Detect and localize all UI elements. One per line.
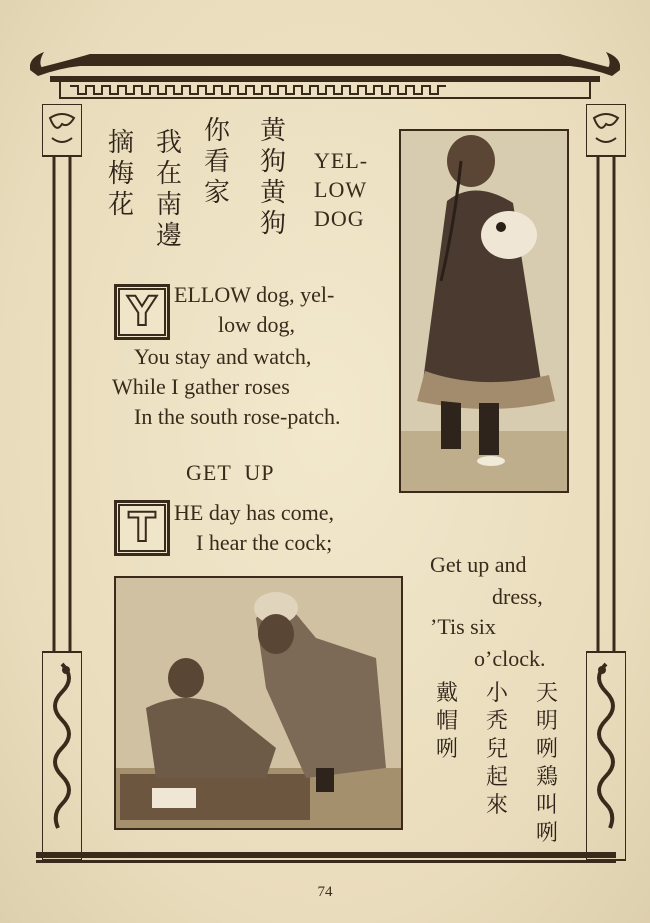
photo-boy-with-dog-image	[401, 131, 567, 491]
yellow-dog-verse-line-2: low dog,	[218, 312, 295, 337]
chinese-column-1: 黄狗黄狗	[259, 116, 286, 239]
get-up-verse-line-4: dress,	[492, 584, 543, 609]
title-line: DOG	[314, 206, 365, 231]
dropcap-letter: Y	[118, 288, 166, 336]
chinese-column-7: 戴帽咧	[435, 681, 458, 762]
chinese-column-4: 摘梅花	[107, 128, 134, 220]
yellow-dog-verse-line-3: You stay and watch,	[134, 344, 312, 369]
page-number: 74	[317, 884, 333, 900]
chinese-column-5: 天明咧鶏叫咧	[535, 681, 558, 846]
title-line: YEL-	[314, 148, 369, 173]
chinese-column-3: 我在南邊	[155, 128, 182, 251]
chinese-column-2: 你看家	[203, 116, 230, 208]
get-up-verse-line-5: ’Tis six	[430, 614, 496, 639]
yellow-dog-verse-line-4: While I gather roses	[112, 374, 290, 399]
get-up-verse-line-6: o’clock.	[474, 646, 546, 671]
photo-boy-with-dog	[399, 129, 569, 493]
dropcap-t	[114, 500, 170, 556]
photo-two-children	[114, 576, 403, 830]
get-up-verse-line-3: Get up and	[430, 552, 527, 577]
right-pillar-ornament	[586, 104, 626, 864]
dropcap-y	[114, 284, 170, 340]
get-up-verse-line-2: I hear the cock;	[196, 530, 333, 555]
yellow-dog-verse-line-1: ELLOW dog, yel-	[174, 282, 335, 307]
dropcap-letter: T	[118, 504, 166, 552]
left-pillar-ornament	[42, 104, 82, 864]
bottom-base-ornament	[36, 850, 616, 868]
chinese-column-6: 小秃兒起來	[485, 681, 508, 818]
photo-two-children-image	[116, 578, 401, 828]
yellow-dog-verse-line-5: In the south rose-patch.	[134, 404, 341, 429]
title-line: LOW	[314, 177, 368, 202]
get-up-title: GET UP	[186, 460, 275, 485]
get-up-verse-line-1: HE day has come,	[174, 500, 335, 525]
pagoda-roof-ornament	[30, 52, 620, 104]
yellow-dog-title	[314, 146, 368, 233]
